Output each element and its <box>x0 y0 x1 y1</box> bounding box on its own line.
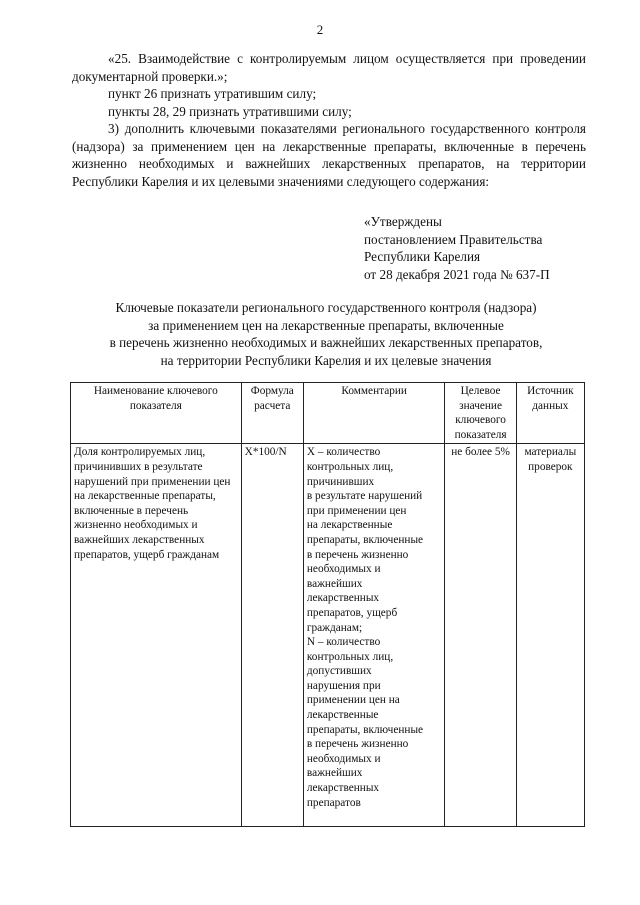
approval-line-2: постановлением Правительства <box>364 231 543 247</box>
header-formula: Формула расчета <box>241 383 303 444</box>
approval-line-3: Республики Карелия <box>364 249 481 264</box>
paragraph-items-28-29: пункты 28, 29 признать утратившими силу; <box>108 103 352 119</box>
approval-line-1: «Утверждены <box>364 214 442 229</box>
approval-line-4: от 28 декабря 2021 года № 637-П <box>364 266 550 282</box>
table-header-row <box>71 383 585 444</box>
title-line-4: на территории Республики Карелия и их целевые значения <box>160 352 492 368</box>
title-line-1: Ключевые показатели регионального государственного контроля (надзора) <box>115 300 537 315</box>
header-comments: Комментарии <box>303 383 445 444</box>
paragraph-addition-3: 3) дополнить ключевыми показателями регионального государственного контроля (надзора) за применением цен на лекарственные препараты, включенные в перечень жизненно необходимых и важнейших лекарственных препаратов, на территории Республики Карелия и их целевыми значениями следующего содержания: <box>72 121 586 189</box>
paragraph-item-26: пункт 26 признать утратившим силу; <box>108 86 317 101</box>
cell-comments: X – количество контрольных лиц, причинивших в результате нарушений при применении цен на лекарственные препараты, включенные в перечень жизненно необходимых и важнейших лекарственных препаратов, ущерб гражданам; N – количество контрольных лиц, допустивших нарушения при применении цен на лекарственные препараты, включенные в перечень жизненно необходимых и важнейших лекарственных препаратов <box>303 444 445 827</box>
approval-block <box>364 213 550 283</box>
cell-indicator-name: Доля контролируемых лиц, причинивших в результате нарушений при применении цен на лекарственные препараты, включенные в перечень жизненно необходимых и важнейших лекарственных препаратов, ущерб гражданам <box>71 444 242 827</box>
header-indicator-name: Наименование ключевого показателя <box>71 383 242 444</box>
table-row <box>71 444 585 827</box>
page-number: 2 <box>316 22 324 37</box>
header-target-value: Целевое значение ключевого показателя <box>445 383 516 444</box>
body-text <box>72 50 586 190</box>
title-line-2: за применением цен на лекарственные препараты, включенные <box>148 317 504 333</box>
cell-data-source: материалы проверок <box>516 444 584 827</box>
document-title <box>60 299 592 369</box>
cell-target-value: не более 5% <box>445 444 516 827</box>
kpi-table <box>70 382 585 827</box>
title-line-3: в перечень жизненно необходимых и важнейших лекарственных препаратов, <box>109 335 543 350</box>
cell-formula: X*100/N <box>241 444 303 827</box>
header-data-source: Источник данных <box>516 383 584 444</box>
paragraph-item-25: «25. Взаимодействие с контролируемым лицом осуществляется при проведении документарной проверки.»; <box>72 51 586 84</box>
